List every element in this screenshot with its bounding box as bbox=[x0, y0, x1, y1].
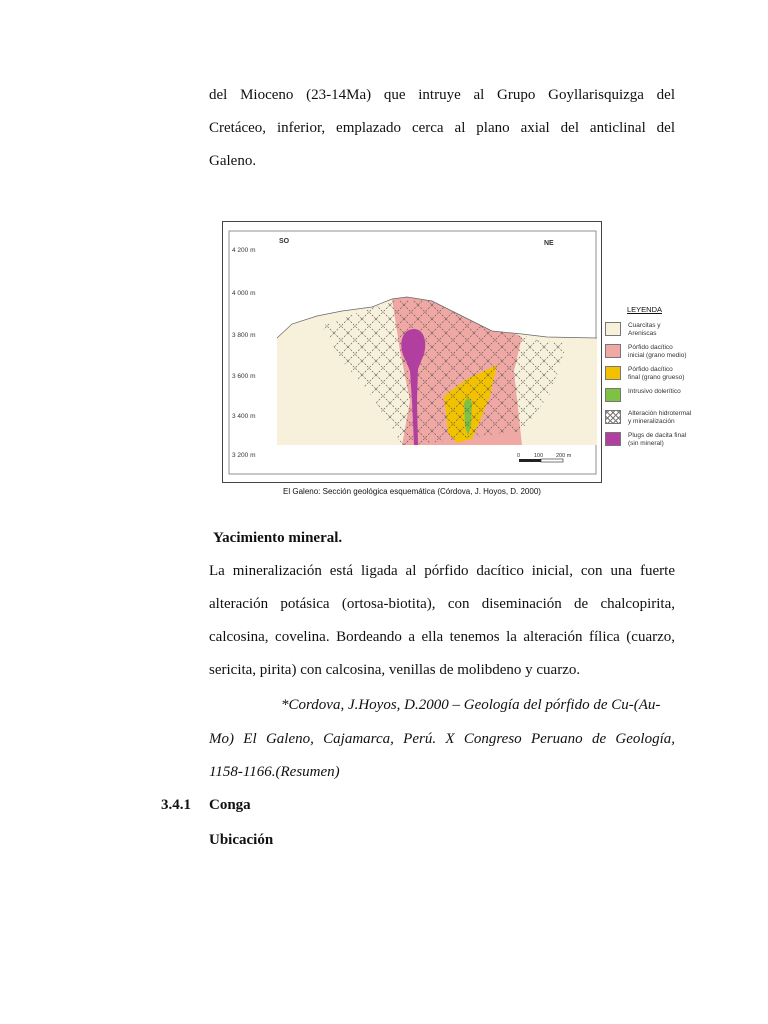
scale-label: 0 bbox=[517, 453, 521, 459]
intro-line: Cretáceo, inferior, emplazado cerca al plano axial del anticlinal del bbox=[209, 120, 675, 136]
legend-label-secondary: (sin mineral) bbox=[628, 440, 664, 447]
scale-label: 100 bbox=[534, 453, 544, 459]
legend-label: Pórfido dacítico bbox=[628, 366, 673, 373]
legend-swatch bbox=[605, 322, 621, 336]
legend-label: Alteración hidrotermal bbox=[628, 410, 692, 417]
legend-label: Pórfido dacítico bbox=[628, 344, 673, 351]
reference-line-3: 1158-1166.(Resumen) bbox=[209, 764, 340, 780]
body-paragraph bbox=[209, 555, 675, 687]
legend-item bbox=[605, 366, 705, 388]
elevation-label: 3 200 m bbox=[232, 452, 256, 459]
body-line: alteración potásica (ortosa-biotita), con diseminación de chalcopirita, bbox=[209, 596, 675, 612]
legend-swatch bbox=[605, 388, 621, 402]
legend bbox=[605, 305, 705, 454]
subsection-number: 3.4.1 bbox=[161, 797, 191, 813]
legend-item bbox=[605, 432, 705, 454]
reference-line-1: *Cordova, J.Hoyos, D.2000 – Geología del pórfido de Cu-(Au- bbox=[281, 697, 661, 713]
direction-so: SO bbox=[279, 238, 290, 245]
legend-swatch bbox=[605, 410, 621, 424]
legend-label-secondary: Areniscas bbox=[628, 330, 657, 337]
figure-caption: El Galeno: Sección geológica esquemática (Córdova, J. Hoyos, D. 2000) bbox=[283, 487, 541, 496]
legend-label-secondary: y mineralización bbox=[628, 418, 675, 425]
legend-swatch bbox=[605, 366, 621, 380]
elevation-label: 3 800 m bbox=[232, 332, 256, 339]
legend-label-secondary: inicial (grano medio) bbox=[628, 352, 687, 359]
scale-label: 200 m bbox=[556, 453, 572, 459]
intro-paragraph bbox=[209, 79, 675, 178]
reference-continuation bbox=[209, 723, 675, 789]
legend-title: LEYENDA bbox=[627, 305, 663, 314]
legend-label: Plugs de dacita final bbox=[628, 432, 687, 439]
legend-label-secondary: final (grano grueso) bbox=[628, 374, 685, 381]
body-line: calcosina, covelina. Bordeando a ella tenemos la alteración fílica (cuarzo, bbox=[209, 629, 675, 645]
elevation-label: 3 600 m bbox=[232, 373, 256, 380]
legend-item bbox=[605, 322, 705, 344]
legend-label: Intrusivo dolerítico bbox=[628, 388, 681, 395]
direction-ne: NE bbox=[544, 240, 554, 247]
elevation-label: 4 000 m bbox=[232, 290, 256, 297]
legend-item bbox=[605, 410, 705, 432]
intro-line: Galeno. bbox=[209, 153, 257, 169]
body-line: La mineralización está ligada al pórfido dacítico inicial, con una fuerte bbox=[209, 563, 675, 579]
legend-swatch bbox=[605, 344, 621, 358]
body-line: sericita, pirita) con calcosina, venillas de molibdeno y cuarzo. bbox=[209, 662, 581, 678]
legend-label: Cuarcitas y bbox=[628, 322, 661, 329]
legend-swatch bbox=[605, 432, 621, 446]
intro-line: del Mioceno (23-14Ma) que intruye al Grupo Goyllarisquizga del bbox=[209, 87, 675, 103]
section-heading: Yacimiento mineral. bbox=[213, 530, 343, 546]
subsection-title: Conga bbox=[209, 797, 251, 813]
ubicacion-heading: Ubicación bbox=[209, 832, 274, 848]
legend-item bbox=[605, 388, 705, 410]
reference-line-2: Mo) El Galeno, Cajamarca, Perú. X Congreso Peruano de Geología, bbox=[209, 731, 675, 747]
legend-item bbox=[605, 344, 705, 366]
geologic-section-figure bbox=[222, 221, 602, 483]
elevation-label: 4 200 m bbox=[232, 247, 256, 254]
elevation-label: 3 400 m bbox=[232, 413, 256, 420]
